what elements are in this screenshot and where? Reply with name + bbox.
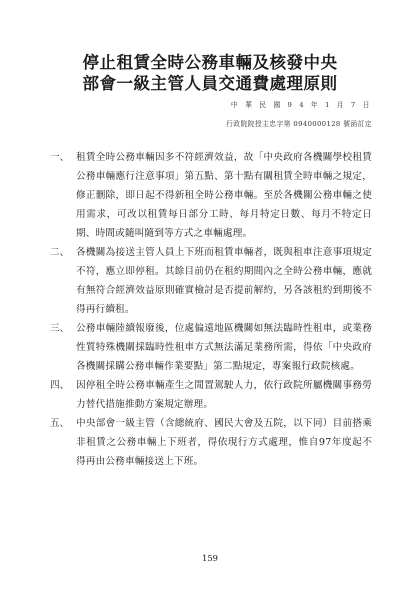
title-line-1: 停止租賃全時公務車輛及核發中央 xyxy=(82,53,338,72)
article-3 xyxy=(50,319,372,376)
article-number: 四、 xyxy=(50,380,70,391)
article-text: 公務車輛陸續報廢後，位處偏遠地區機關如無法臨時性租車，或業務性質特殊機關採臨時性租車方式無法滿足業務所需，得依「中央政府各機關採購公務車輛作業要點」第二點規定，專案報行政院核處。 xyxy=(76,323,372,372)
article-number: 五、 xyxy=(50,418,70,429)
article-4 xyxy=(50,376,372,414)
article-number: 二、 xyxy=(50,247,70,258)
issue-date: 中 華 民 國 9 4 年 1 月 7 日 xyxy=(230,101,372,109)
reference-number: 行政院院授主忠字第 0940000128 號函訂定 xyxy=(226,120,372,128)
article-1 xyxy=(50,148,372,243)
article-number: 三、 xyxy=(50,323,70,334)
page-number: 159 xyxy=(202,553,218,563)
article-text: 租賃全時公務車輛因多不符經濟效益，故「中央政府各機關學校租賃公務車輛應行注意事項」第五點、第十點有關租賃全時車輛之規定，修正刪除，即日起不得新租全時公務車輛。至於各機關公務車輛之使用需求，可改以租賃每日部分工時、每月特定日數、每月不特定日期、時間或隨叫隨到等方式之車輛處理。 xyxy=(76,152,372,239)
article-text: 中央部會一級主管（含總統府、國民大會及五院，以下同）目前搭乘非租賃之公務車輛上下班者，得依現行方式處理，惟自97年度起不得再由公務車輛接送上下班。 xyxy=(76,418,372,467)
document-title xyxy=(0,52,420,94)
articles-list xyxy=(50,148,372,471)
article-5 xyxy=(50,414,372,471)
title-line-2: 部會一級主管人員交通費處理原則 xyxy=(82,74,338,93)
article-2 xyxy=(50,243,372,319)
article-text: 因停租全時公務車輛產生之閒置駕駛人力，依行政院所屬機關事務勞力替代措施推動方案規定辦理。 xyxy=(76,380,372,410)
article-number: 一、 xyxy=(50,152,70,163)
article-text: 各機關為接送主管人員上下班而租賃車輛者，既與租車注意事項規定不符，應立即停租。其餘目前仍在租約期間內之全時公務車輛，應就有無符合經濟效益原則確實檢討是否提前解約，另各該租約到期後不得再行續租。 xyxy=(76,247,372,315)
